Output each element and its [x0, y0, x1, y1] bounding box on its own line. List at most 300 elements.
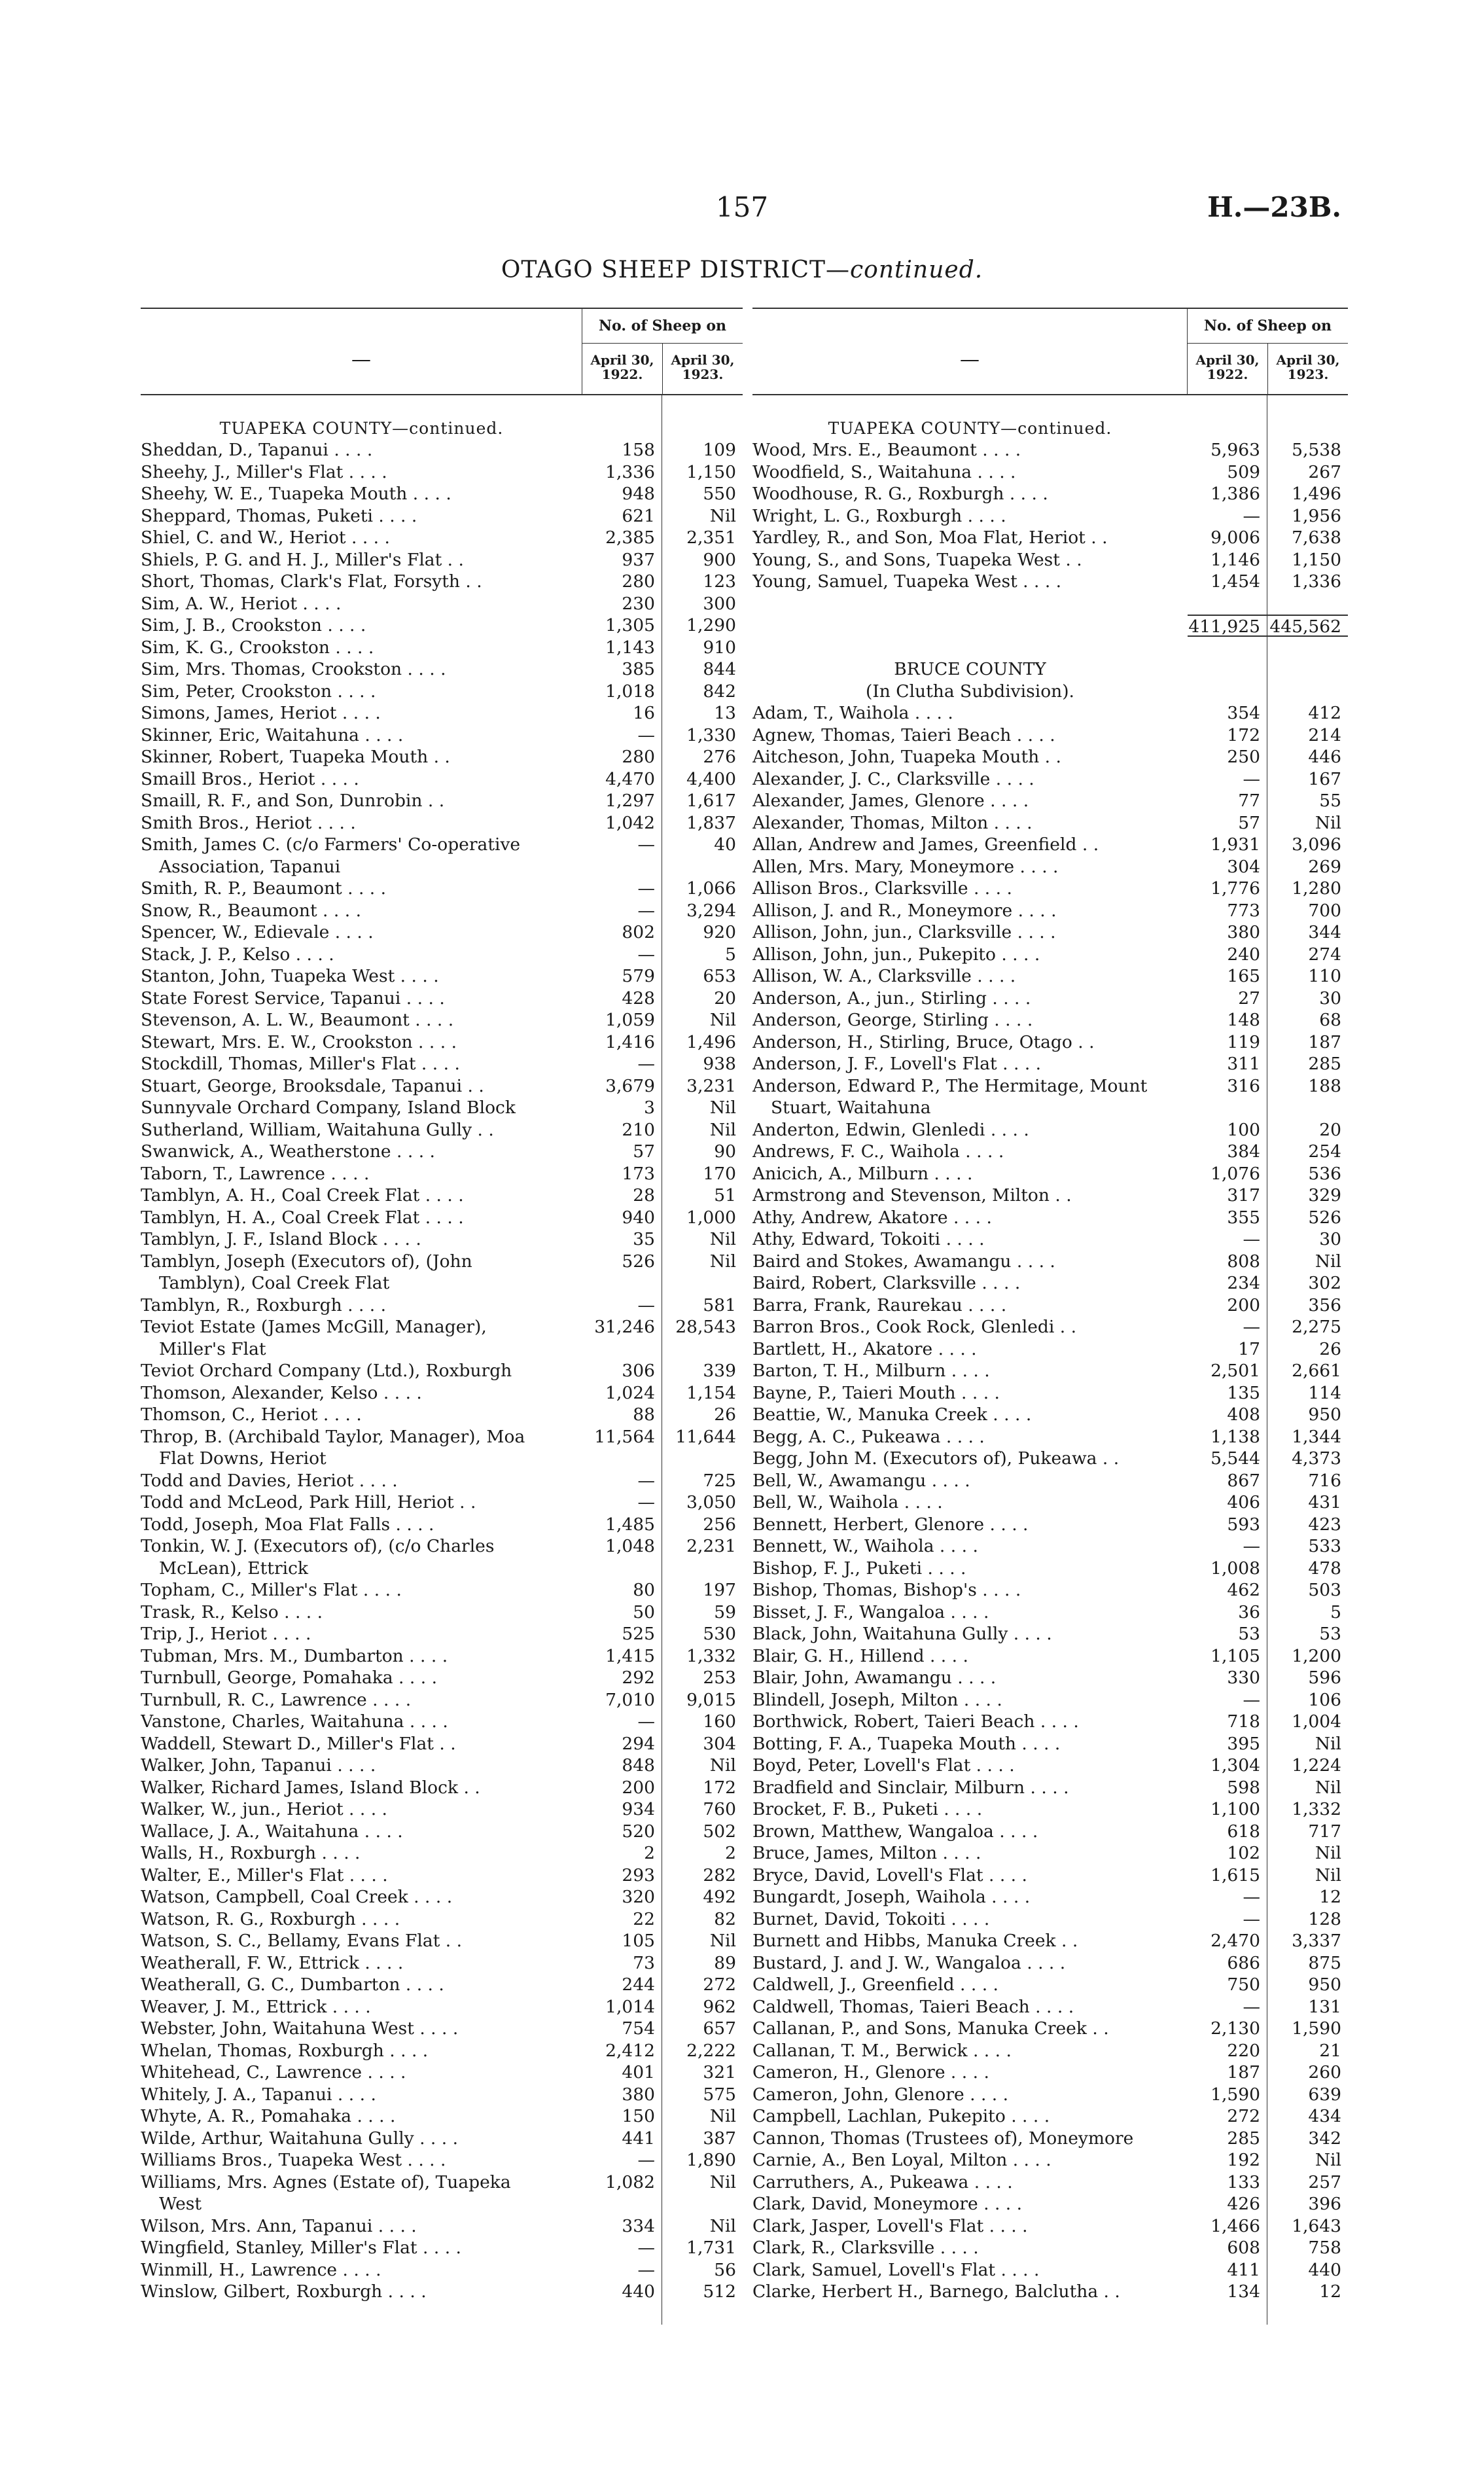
- holder-name: Flat Downs, Heriot: [159, 1448, 327, 1469]
- sheep-1923: Nil: [1315, 812, 1341, 833]
- sheep-1923: 3,096: [1292, 834, 1341, 855]
- holder-name: Campbell, Lachlan, Pukepito . . . .: [752, 2106, 1050, 2126]
- sheep-1922: —: [1188, 505, 1267, 527]
- holder-name: Young, Samuel, Tuapeka West . . . .: [752, 571, 1062, 592]
- holder-name: Athy, Edward, Tokoiti . . . .: [752, 1229, 985, 1249]
- table-row: [141, 658, 743, 681]
- sheep-1923: 106: [1308, 1689, 1341, 1710]
- empty-cell: [1267, 418, 1348, 440]
- holder-name: Weatherall, G. C., Dumbarton . . . .: [141, 1975, 444, 1995]
- holder-name: Anderson, A., jun., Stirling . . . .: [752, 988, 1031, 1009]
- sheep-1923: 533: [1308, 1536, 1341, 1556]
- table-row: [141, 921, 743, 944]
- holder-name: Bradfield and Sinclair, Milburn . . . .: [752, 1777, 1069, 1798]
- sheep-1922: 773: [1188, 900, 1267, 922]
- sheep-1923: 90: [714, 1141, 736, 1162]
- table-row: [752, 1798, 1348, 1821]
- table-row: [752, 1558, 1348, 1580]
- sheep-1923: Nil: [709, 2171, 736, 2192]
- sheep-1922: 750: [1188, 1974, 1267, 1996]
- sheep-1922: 11,564: [582, 1426, 662, 1448]
- table-row: [752, 1514, 1348, 1536]
- empty-cell: [1267, 593, 1348, 615]
- sheep-1922: 2: [582, 1842, 662, 1865]
- sheep-1922: 1,082: [582, 2171, 662, 2194]
- sheep-1922: 31,246: [582, 1316, 662, 1338]
- sheep-1922: 354: [1188, 702, 1267, 724]
- sheep-1922: 53: [1188, 1623, 1267, 1645]
- sheep-1922: 1,415: [582, 1645, 662, 1668]
- holder-name: Sutherland, William, Waitahuna Gully . .: [141, 1119, 494, 1140]
- table-row: [141, 1601, 743, 1624]
- sheep-1923: 938: [703, 1054, 736, 1074]
- holder-name: Cannon, Thomas (Trustees of), Moneymore: [752, 2128, 1134, 2149]
- sheep-1923: 160: [703, 1711, 736, 1732]
- holder-name: Aitcheson, John, Tuapeka Mouth . .: [752, 747, 1061, 767]
- sheep-1922: 867: [1188, 1470, 1267, 1492]
- holder-name: West: [159, 2194, 202, 2214]
- table-row: [141, 461, 743, 484]
- sheep-1923: 1,280: [1292, 878, 1341, 899]
- sheep-1923: 758: [1308, 2238, 1341, 2258]
- sheep-1922: 2,412: [582, 2040, 662, 2062]
- sheep-1923: 114: [1308, 1382, 1341, 1403]
- holder-name: Watson, R. G., Roxburgh . . . .: [141, 1908, 400, 1929]
- table-row: [752, 461, 1348, 484]
- table-row: [752, 944, 1348, 966]
- sheep-1923: [662, 1448, 743, 1470]
- table-row: [141, 1886, 743, 1908]
- sheep-1923: 197: [703, 1580, 736, 1600]
- holder-name: Andrews, F. C., Waihola . . . .: [752, 1141, 1004, 1162]
- sheep-1922: 380: [1188, 921, 1267, 944]
- table-row: [752, 1360, 1348, 1382]
- table-row: [141, 1821, 743, 1843]
- table-row: [752, 900, 1348, 922]
- sheep-1923: 109: [703, 440, 736, 460]
- table-row: [752, 439, 1348, 461]
- holder-name: Callanan, T. M., Berwick . . . .: [752, 2040, 1012, 2061]
- col-1922-label: April 30, 1922.: [582, 344, 663, 394]
- table-row: [141, 2062, 743, 2084]
- sheep-1922: 9,006: [1188, 527, 1267, 549]
- table-row: [141, 1426, 743, 1448]
- sheep-1923: 536: [1308, 1163, 1341, 1184]
- empty-cell: [752, 395, 1187, 418]
- table-row: [752, 746, 1348, 768]
- table-row: [141, 549, 743, 571]
- sheep-1923: 2,231: [686, 1536, 736, 1556]
- sheep-1922: 1,018: [582, 681, 662, 703]
- empty-cell: [582, 418, 662, 440]
- holder-name: Borthwick, Robert, Taieri Beach . . . .: [752, 1711, 1079, 1732]
- sheep-1923: 716: [1308, 1470, 1341, 1491]
- holder-name: Anderton, Edwin, Glenledi . . . .: [752, 1119, 1029, 1140]
- empty-cell: [1267, 637, 1348, 659]
- holder-name: Brocket, F. B., Puketi . . . .: [752, 1799, 983, 1819]
- sheep-1922: 285: [1188, 2128, 1267, 2150]
- row-spacer: [752, 395, 1348, 418]
- sheep-1923: 3,337: [1292, 1931, 1341, 1951]
- sheep-1922: 80: [582, 1579, 662, 1601]
- sheep-1922: —: [1188, 1535, 1267, 1558]
- sheep-1922: 618: [1188, 1821, 1267, 1843]
- empty-cell: [1187, 593, 1267, 615]
- holder-name: Woodhouse, R. G., Roxburgh . . . .: [752, 484, 1048, 504]
- sheep-1923: 910: [703, 637, 736, 658]
- table-row: [141, 2281, 743, 2303]
- table-row: [752, 2193, 1348, 2215]
- table-row: [141, 1908, 743, 1931]
- holder-name: Sim, Peter, Crookston . . . .: [141, 681, 376, 702]
- sheep-1923: 28,543: [675, 1317, 736, 1337]
- sheep-1922: 1,042: [582, 812, 662, 834]
- sheep-1923: 503: [1308, 1580, 1341, 1600]
- table-row: [752, 702, 1348, 724]
- sheep-1922: 35: [582, 1228, 662, 1251]
- sheep-1923: 9,015: [686, 1689, 736, 1710]
- table-row: [141, 1798, 743, 1821]
- holder-name: Alexander, J. C., Clarksville . . . .: [752, 768, 1034, 789]
- sheep-1922: 520: [582, 1821, 662, 1843]
- sheep-1922: 192: [1188, 2149, 1267, 2171]
- holder-name: Teviot Estate (James McGill, Manager),: [141, 1317, 487, 1337]
- holder-name: Sheehy, W. E., Tuapeka Mouth . . . .: [141, 484, 451, 504]
- table-row: [752, 483, 1348, 505]
- sheep-1922: 2,130: [1188, 2018, 1267, 2040]
- sheep-1922: 406: [1188, 1492, 1267, 1514]
- sheep-1923: Nil: [709, 1229, 736, 1249]
- sheep-1922: —: [1188, 1908, 1267, 1931]
- sheep-1923: 342: [1308, 2128, 1341, 2149]
- table-row: [141, 1930, 743, 1952]
- holder-name: Caldwell, Thomas, Taieri Beach . . . .: [752, 1996, 1074, 2017]
- sheep-1922: 119: [1188, 1031, 1267, 1054]
- holder-name: Blindell, Joseph, Milton . . . .: [752, 1689, 1002, 1710]
- table-row: [752, 1579, 1348, 1601]
- table-row: [752, 1865, 1348, 1887]
- holder-name: Whelan, Thomas, Roxburgh . . . .: [141, 2040, 429, 2061]
- section-heading: TUAPEKA COUNTY—continued.: [828, 418, 1112, 438]
- sheep-1923: 1,330: [686, 724, 736, 745]
- holder-name: Trask, R., Kelso . . . .: [141, 1601, 323, 1622]
- holder-name: Bruce, James, Milton . . . .: [752, 1843, 981, 1863]
- sheep-1922: 3,679: [582, 1075, 662, 1098]
- holder-name: Whyte, A. R., Pomahaka . . . .: [141, 2106, 396, 2126]
- sheep-1923: 920: [703, 922, 736, 942]
- sheep-1923: Nil: [709, 1931, 736, 1951]
- sheep-1922: —: [1188, 1886, 1267, 1908]
- sheep-1923: Nil: [709, 505, 736, 526]
- sheep-1922: 428: [582, 988, 662, 1010]
- holder-name: Bisset, J. F., Wangaloa . . . .: [752, 1601, 989, 1622]
- holder-name: Alexander, James, Glenore . . . .: [752, 791, 1029, 811]
- table-row: [752, 505, 1348, 527]
- holder-name: Clarke, Herbert H., Barnego, Balclutha . .: [752, 2281, 1120, 2302]
- table-row: [752, 2171, 1348, 2194]
- sheep-1923: 26: [1319, 1338, 1341, 1359]
- table-row: [752, 878, 1348, 900]
- sheep-1922: 1,466: [1188, 2215, 1267, 2238]
- table-row: [141, 2149, 743, 2171]
- sheep-1923: Nil: [1315, 1865, 1341, 1885]
- sheep-1923: 1,590: [1292, 2018, 1341, 2039]
- table-row: [752, 1733, 1348, 1755]
- sheep-1922: 165: [1188, 965, 1267, 988]
- table-row: [141, 2084, 743, 2106]
- table-row: [752, 1426, 1348, 1448]
- sheep-1923: 396: [1308, 2194, 1341, 2214]
- table-row: [752, 1141, 1348, 1163]
- sheep-1923: 581: [703, 1295, 736, 1315]
- table-row: [752, 1053, 1348, 1075]
- holder-name: Bell, W., Awamangu . . . .: [752, 1470, 970, 1491]
- table-row: [752, 1295, 1348, 1317]
- holder-name: Agnew, Thomas, Taieri Beach . . . .: [752, 724, 1055, 745]
- sheep-1923: 530: [703, 1624, 736, 1644]
- holder-name: Botting, F. A., Tuapeka Mouth . . . .: [752, 1733, 1061, 1754]
- holder-name: Stewart, Mrs. E. W., Crookston . . . .: [141, 1031, 457, 1052]
- sheep-1922: [582, 1558, 662, 1580]
- holder-name: Athy, Andrew, Akatore . . . .: [752, 1207, 992, 1228]
- sheep-group-label: No. of Sheep on: [1188, 309, 1348, 344]
- table-row: [141, 1031, 743, 1054]
- section-heading-row: [752, 418, 1348, 440]
- holder-name: Sim, Mrs. Thomas, Crookston . . . .: [141, 659, 446, 679]
- holder-name: Throp, B. (Archibald Taylor, Manager), Moa: [141, 1426, 525, 1447]
- sheep-1923: 339: [703, 1361, 736, 1381]
- right-table: [752, 308, 1348, 2325]
- table-row: [141, 2040, 743, 2062]
- empty-cell: [1187, 637, 1267, 659]
- sheep-1923: 1,290: [686, 615, 736, 635]
- sheep-1922: 50: [582, 1601, 662, 1624]
- holder-name: Allen, Mrs. Mary, Moneymore . . . .: [752, 856, 1059, 877]
- sheep-1922: 1,146: [1188, 549, 1267, 571]
- table-row: [141, 2018, 743, 2040]
- sheep-1923: 321: [703, 2062, 736, 2082]
- sheep-1923: 267: [1308, 461, 1341, 482]
- header-dash: —: [351, 348, 371, 371]
- sheep-1923: 254: [1308, 1141, 1341, 1162]
- table-row: [752, 1996, 1348, 2018]
- holder-name: Tamblyn, A. H., Coal Creek Flat . . . .: [141, 1185, 464, 1206]
- sheep-1922: 937: [582, 549, 662, 571]
- sheep-1922: 848: [582, 1755, 662, 1777]
- total-row: [752, 615, 1348, 637]
- sheep-1922: 1,336: [582, 461, 662, 484]
- table-row: [141, 439, 743, 461]
- empty-cell: [752, 2303, 1187, 2325]
- table-row: [752, 1711, 1348, 1733]
- sheep-1923: 170: [703, 1163, 736, 1184]
- section-heading-row: [141, 418, 743, 440]
- sheep-1922: 426: [1188, 2193, 1267, 2215]
- holder-name: Barra, Frank, Raurekau . . . .: [752, 1295, 1007, 1315]
- sheep-1922: 330: [1188, 1667, 1267, 1689]
- sheep-1922: 28: [582, 1185, 662, 1207]
- sheep-1923: 2,275: [1292, 1317, 1341, 1337]
- table-row: [752, 1316, 1348, 1338]
- holder-name: Allan, Andrew and James, Greenfield . .: [752, 834, 1099, 855]
- holder-name: Tamblyn, H. A., Coal Creek Flat . . . .: [141, 1207, 464, 1228]
- sheep-1923: 900: [703, 549, 736, 570]
- sheep-1922: 200: [582, 1777, 662, 1799]
- sheep-1922: 718: [1188, 1711, 1267, 1733]
- table-row: [752, 1645, 1348, 1668]
- sheep-1923: 285: [1308, 1054, 1341, 1074]
- empty-cell: [1267, 2303, 1348, 2325]
- sheep-1923: 1,150: [1292, 549, 1341, 570]
- table-row: [752, 2040, 1348, 2062]
- sheep-1923: 1,004: [1292, 1711, 1341, 1732]
- sheep-1922: —: [1188, 1689, 1267, 1711]
- holder-name: Short, Thomas, Clark's Flat, Forsyth . .: [141, 571, 482, 592]
- sheep-1922: 1,386: [1188, 483, 1267, 505]
- sheep-1923: 1,066: [686, 878, 736, 899]
- sheep-1922: —: [582, 1295, 662, 1317]
- sheep-1922: 134: [1188, 2281, 1267, 2303]
- holder-name: Turnbull, R. C., Lawrence . . . .: [141, 1689, 412, 1710]
- sheep-1923: 13: [714, 703, 736, 723]
- holder-name: Wilson, Mrs. Ann, Tapanui . . . .: [141, 2215, 417, 2236]
- table-row: [141, 2237, 743, 2259]
- sheep-1923: 26: [714, 1404, 736, 1425]
- sheep-1922: 1,076: [1188, 1163, 1267, 1185]
- holder-name: Stevenson, A. L. W., Beaumont . . . .: [141, 1010, 454, 1030]
- table-row: [141, 1119, 743, 1141]
- empty-cell: [662, 418, 743, 440]
- holder-name: Tonkin, W. J. (Executors of), (c/o Charles: [141, 1536, 495, 1556]
- sheep-1922: —: [1188, 1996, 1267, 2018]
- sheep-1923: 446: [1308, 747, 1341, 767]
- sheep-1923: 3,050: [686, 1492, 736, 1512]
- sheep-1922: 311: [1188, 1053, 1267, 1075]
- sheep-1922: 57: [582, 1141, 662, 1163]
- table-row: [752, 1908, 1348, 1931]
- table-row: [752, 1601, 1348, 1624]
- col-1922-label: April 30, 1922.: [1188, 344, 1268, 394]
- holder-name: Begg, John M. (Executors of), Pukeawa . .: [752, 1448, 1120, 1469]
- sheep-1923: 131: [1308, 1996, 1341, 2017]
- holder-name: Sheppard, Thomas, Puketi . . . .: [141, 505, 417, 526]
- table-row: [752, 1338, 1348, 1361]
- holder-name: Simons, James, Heriot . . . .: [141, 703, 381, 723]
- holder-name: State Forest Service, Tapanui . . . .: [141, 988, 445, 1009]
- sheep-1923: 128: [1308, 1908, 1341, 1929]
- holder-name: Williams, Mrs. Agnes (Estate of), Tuapeka: [141, 2171, 511, 2192]
- empty-cell: [141, 395, 582, 418]
- holder-name: Tamblyn, Joseph (Executors of), (John: [141, 1251, 472, 1272]
- sheep-1923: 717: [1308, 1821, 1341, 1842]
- holder-name: Allison, J. and R., Moneymore . . . .: [752, 900, 1057, 921]
- sheep-1923: 1,617: [686, 791, 736, 811]
- holder-name: Stack, J. P., Kelso . . . .: [141, 944, 334, 965]
- sheep-1922: 306: [582, 1360, 662, 1382]
- table-row: [752, 2128, 1348, 2150]
- holder-name: Wood, Mrs. E., Beaumont . . . .: [752, 440, 1021, 460]
- holder-name: Todd, Joseph, Moa Flat Falls . . . .: [141, 1514, 434, 1535]
- table-row: [141, 637, 743, 659]
- sheep-1923: Nil: [1315, 2150, 1341, 2170]
- table-row: [141, 1842, 743, 1865]
- sheep-1923: 1,496: [686, 1031, 736, 1052]
- sheep-1922: 385: [582, 658, 662, 681]
- sheep-1922: 802: [582, 921, 662, 944]
- holder-name: Walker, W., jun., Heriot . . . .: [141, 1799, 387, 1819]
- empty-cell: [752, 593, 1187, 615]
- empty-cell: [1187, 395, 1267, 418]
- sheep-1922: 280: [582, 571, 662, 593]
- sheep-1922: 621: [582, 505, 662, 527]
- sheep-1922: —: [582, 878, 662, 900]
- sheep-1923: 55: [1319, 791, 1341, 811]
- empty-cell: [752, 615, 1188, 637]
- sheep-1923: 512: [703, 2281, 736, 2302]
- holder-name: Skinner, Eric, Waitahuna . . . .: [141, 724, 404, 745]
- table-row: [141, 1492, 743, 1514]
- holder-name: Allison, W. A., Clarksville . . . .: [752, 966, 1016, 986]
- sheep-1922: 384: [1188, 1141, 1267, 1163]
- sheep-1923: 1,496: [1292, 484, 1341, 504]
- holder-name: Baird, Robert, Clarksville . . . .: [752, 1273, 1021, 1293]
- sheep-1922: —: [582, 834, 662, 856]
- table-row: [141, 1272, 743, 1295]
- sheep-1923: 1,344: [1292, 1426, 1341, 1447]
- sheep-1922: 598: [1188, 1777, 1267, 1799]
- right-table-header: [752, 309, 1348, 395]
- table-row: [752, 2215, 1348, 2238]
- sheep-1922: 77: [1188, 790, 1267, 812]
- sheep-1922: 158: [582, 439, 662, 461]
- sheep-1922: 1,931: [1188, 834, 1267, 856]
- holder-name: Watson, S. C., Bellamy, Evans Flat . .: [141, 1931, 463, 1951]
- table-row: [141, 1316, 743, 1338]
- sheep-1922: 608: [1188, 2237, 1267, 2259]
- sheep-1923: 492: [703, 1887, 736, 1907]
- table-row: [141, 615, 743, 637]
- sheep-1922: 316: [1188, 1075, 1267, 1098]
- sheep-1922: 754: [582, 2018, 662, 2040]
- sheep-1923: 110: [1308, 966, 1341, 986]
- sheep-1923: 187: [1308, 1031, 1341, 1052]
- table-row: [141, 1470, 743, 1492]
- holder-name: Burnett and Hibbs, Manuka Creek . .: [752, 1931, 1078, 1951]
- table-row: [752, 1535, 1348, 1558]
- sheep-1922: 230: [582, 593, 662, 615]
- holder-name: Todd and McLeod, Park Hill, Heriot . .: [141, 1492, 476, 1512]
- left-table: [141, 308, 743, 2325]
- table-row: [141, 834, 743, 856]
- sheep-1922: 462: [1188, 1579, 1267, 1601]
- sheep-1923: 725: [703, 1470, 736, 1491]
- sheep-1923: 1,643: [1292, 2215, 1341, 2236]
- sheep-1923: 1,336: [1292, 571, 1341, 592]
- sheep-1922: 244: [582, 1974, 662, 1996]
- table-row: [141, 1009, 743, 1031]
- sheep-1923: 502: [703, 1821, 736, 1842]
- sheep-1922: 401: [582, 2062, 662, 2084]
- subsection-heading-row: [752, 681, 1348, 703]
- sheep-1922: 593: [1188, 1514, 1267, 1536]
- sheep-1922: 148: [1188, 1009, 1267, 1031]
- holder-name: Wallace, J. A., Waitahuna . . . .: [141, 1821, 403, 1842]
- sheep-1922: 150: [582, 2105, 662, 2128]
- right-table-body: [752, 395, 1348, 2325]
- empty-cell: [582, 2303, 662, 2325]
- sheep-1922: 4,470: [582, 768, 662, 791]
- table-row: [141, 1623, 743, 1645]
